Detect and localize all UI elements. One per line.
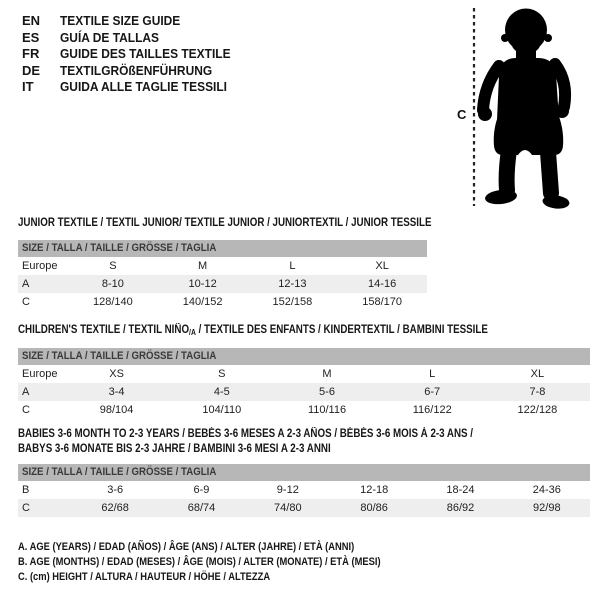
table-cell: 110/116	[307, 404, 347, 416]
table-cell: 116/122	[412, 404, 452, 416]
language-title: GUÍA DE TALLAS	[60, 29, 160, 45]
table-cell: 12-18	[360, 484, 389, 496]
row-label: A	[22, 278, 30, 290]
table-cell: XL	[375, 260, 389, 272]
subscript-text: /A	[189, 328, 196, 337]
table-cell: 140/152	[182, 296, 223, 308]
language-title: GUIDA ALLE TAGLIE TESSILI	[60, 79, 228, 94]
babies-table-title: BABIES 3-6 MONTH TO 2-3 YEARS / BEBÉS 3-6 MESES A 2-3 AÑOS / BÉBÉS 3-6 MOIS À 2-3 ANS / BABYS 3-6 MONATE BIS 2-3 JAHRE / BAMBINI 3-6 MESI A 2-3 ANNI	[18, 428, 474, 455]
row-label: C	[22, 296, 30, 308]
language-code: EN	[22, 13, 41, 28]
size-header-bar: SIZE / TALLA / TAILLE / GRÖSSE / TAGLIA	[18, 464, 590, 481]
table-row-b	[18, 481, 590, 499]
language-title: TEXTILGRÖßENFÜHRUNG	[60, 62, 213, 78]
table-cell: 24-36	[532, 484, 561, 496]
table-row-c	[18, 293, 427, 311]
legend-line-c: C. (cm) HEIGHT / ALTURA / HAUTEUR / HÖHE / ALTEZZA	[18, 571, 271, 583]
baby-silhouette-svg	[455, 0, 600, 215]
table-cell: L	[289, 260, 296, 272]
size-header-bar: SIZE / TALLA / TAILLE / GRÖSSE / TAGLIA	[18, 348, 590, 365]
measure-legend	[18, 540, 445, 585]
language-row-fr	[22, 46, 245, 63]
table-cell: 14-16	[368, 278, 397, 290]
table-cell: 104/110	[202, 404, 242, 416]
table-cell: 128/140	[92, 296, 133, 308]
table-cell: 10-12	[188, 278, 217, 290]
language-code: FR	[22, 46, 40, 61]
row-label: C	[22, 502, 30, 514]
table-row-europe	[18, 257, 427, 275]
children-size-table	[18, 348, 590, 419]
row-label: A	[22, 386, 30, 398]
table-cell: XL	[530, 368, 545, 380]
table-row-c	[18, 401, 590, 419]
table-cell: 3-6	[107, 484, 124, 496]
junior-table-title: JUNIOR TEXTILE / TEXTIL JUNIOR/ TEXTILE JUNIOR / JUNIORTEXTIL / JUNIOR TESSILE	[18, 217, 432, 229]
language-row-it	[22, 79, 245, 96]
language-row-en	[22, 13, 245, 30]
size-header-bar: SIZE / TALLA / TAILLE / GRÖSSE / TAGLIA	[18, 240, 427, 257]
table-row-a	[18, 275, 427, 293]
table-cell: 92/98	[533, 502, 561, 514]
table-cell: 122/128	[517, 404, 558, 416]
language-code: ES	[22, 29, 40, 45]
table-cell: 62/68	[101, 502, 129, 514]
table-cell: 9-12	[276, 484, 299, 496]
table-cell: 12-13	[278, 278, 307, 290]
table-cell: 18-24	[446, 484, 475, 496]
babies-size-table	[18, 464, 590, 517]
language-code: DE	[22, 62, 41, 78]
table-cell: L	[429, 368, 436, 380]
table-cell: 98/104	[99, 404, 134, 416]
language-title: GUIDE DES TAILLES TEXTILE	[60, 46, 231, 61]
table-cell: XS	[109, 368, 124, 380]
table-cell: 158/170	[362, 296, 402, 308]
table-cell: M	[198, 260, 208, 272]
table-cell: 6-7	[424, 386, 441, 398]
table-cell: 6-9	[193, 484, 210, 496]
table-cell: 74/80	[274, 502, 302, 514]
table-row-europe	[18, 365, 590, 383]
language-list	[22, 13, 245, 96]
baby-height-figure	[455, 0, 600, 215]
row-label: C	[22, 404, 30, 416]
row-label: B	[22, 484, 30, 496]
table-cell: 7-8	[529, 386, 546, 398]
row-label: Europe	[22, 368, 58, 380]
legend-line-a: A. AGE (YEARS) / EDAD (AÑOS) / ÂGE (ANS) / ALTER (JAHRE) / ETÀ (ANNI)	[18, 541, 355, 553]
table-cell: 86/92	[446, 502, 475, 514]
table-row-a	[18, 383, 590, 401]
language-row-de	[22, 63, 245, 80]
table-cell: 3-4	[108, 386, 125, 398]
language-row-es	[22, 30, 245, 47]
table-cell: S	[109, 260, 117, 272]
table-cell: S	[218, 368, 226, 380]
height-c-label: C	[457, 107, 467, 122]
table-row-c	[18, 499, 590, 517]
table-cell: 68/74	[187, 502, 216, 514]
baby-silhouette	[478, 9, 570, 210]
table-cell: 8-10	[101, 278, 124, 290]
table-cell: 152/158	[272, 296, 313, 308]
language-code: IT	[22, 79, 34, 94]
language-title: TEXTILE SIZE GUIDE	[60, 13, 181, 28]
children-table-title: CHILDREN'S TEXTILE / TEXTIL $NIÑO_{/A}$ / TEXTILE DES ENFANTS / KINDERTEXTIL / BAMBINI TESSILE	[18, 324, 488, 337]
table-cell: M	[322, 368, 332, 380]
legend-line-b: B. AGE (MONTHS) / EDAD (MESES) / ÂGE (MOIS) / ALTER (MONATE) / ETÀ (MESI)	[18, 556, 381, 568]
table-cell: 80/86	[360, 502, 388, 514]
table-cell: 5-6	[319, 386, 335, 398]
row-label: Europe	[22, 260, 58, 272]
junior-size-table	[18, 240, 427, 311]
table-cell: 4-5	[213, 386, 230, 398]
